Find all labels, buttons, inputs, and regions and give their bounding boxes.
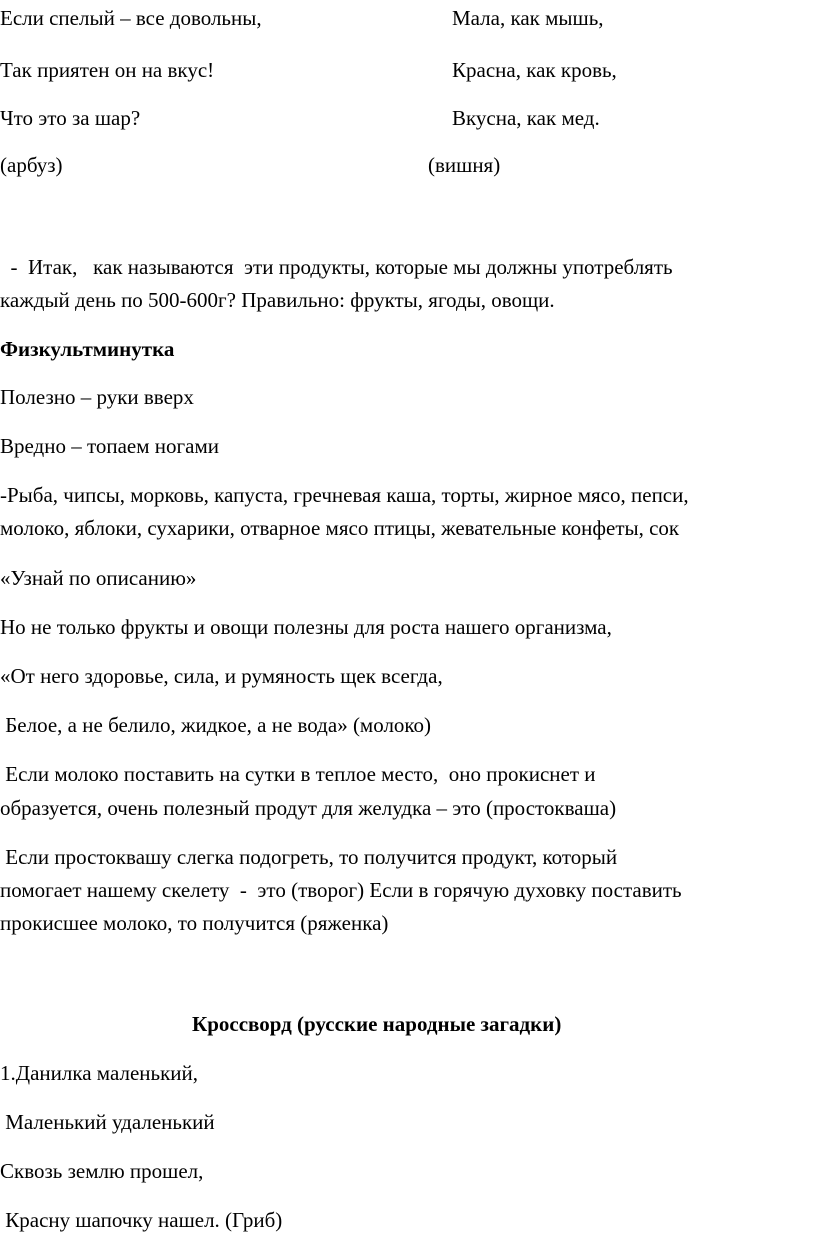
crossword-riddle-line-1: 1.Данилка маленький, bbox=[0, 1061, 199, 1085]
fizminutka-list-line-2: молоко, яблоки, сухарики, отварное мясо птицы, жевательные конфеты, сок bbox=[0, 516, 680, 540]
riddle-right-line-3: Вкусна, как мед. bbox=[452, 106, 600, 130]
riddle-left-line-1: Если спелый – все довольны, bbox=[0, 6, 262, 30]
tvorog-line-1: Если простоквашу слегка подогреть, то получится продукт, который bbox=[0, 845, 618, 869]
question-line-1: - Итак, как называются эти продукты, которые мы должны употреблять bbox=[0, 255, 673, 279]
tvorog-line-3: прокисшее молоко, то получится (ряженка) bbox=[0, 911, 389, 935]
milk-riddle-line-2: Белое, а не белило, жидкое, а не вода» (молоко) bbox=[0, 713, 432, 737]
fizminutka-rule-stomp: Вредно – топаем ногами bbox=[0, 434, 219, 458]
crossword-heading: Кроссворд (русские народные загадки) bbox=[192, 1012, 562, 1036]
question-line-2: каждый день по 500-600г? Правильно: фрукты, ягоды, овощи. bbox=[0, 288, 555, 312]
milk-riddle-line-1: «От него здоровье, сила, и румяность щек всегда, bbox=[0, 664, 443, 688]
riddle-right-answer: (вишня) bbox=[428, 153, 501, 177]
fizminutka-list-line-1: -Рыба, чипсы, морковь, капуста, гречневая каша, торты, жирное мясо, пепси, bbox=[0, 483, 689, 507]
prostokvasha-line-2: образуется, очень полезный продут для желудка – это (простокваша) bbox=[0, 796, 617, 820]
fizminutka-rule-up: Полезно – руки вверх bbox=[0, 385, 194, 409]
riddle-left-answer: (арбуз) bbox=[0, 153, 63, 177]
crossword-riddle-line-3: Сквозь землю прошел, bbox=[0, 1159, 204, 1183]
riddle-left-line-2: Так приятен он на вкус! bbox=[0, 58, 215, 82]
crossword-riddle-line-4: Красну шапочку нашел. (Гриб) bbox=[0, 1208, 283, 1232]
riddle-right-line-2: Красна, как кровь, bbox=[452, 58, 617, 82]
tvorog-line-2: помогает нашему скелету - это (творог) Если в горячую духовку поставить bbox=[0, 878, 682, 902]
description-game-intro: Но не только фрукты и овощи полезны для роста нашего организма, bbox=[0, 615, 612, 639]
fizminutka-heading: Физкультминутка bbox=[0, 337, 175, 361]
description-game-title: «Узнай по описанию» bbox=[0, 566, 197, 590]
prostokvasha-line-1: Если молоко поставить на сутки в теплое место, оно прокиснет и bbox=[0, 762, 596, 786]
crossword-riddle-line-2: Маленький удаленький bbox=[0, 1110, 215, 1134]
riddle-right-line-1: Мала, как мышь, bbox=[452, 6, 604, 30]
riddle-left-line-3: Что это за шар? bbox=[0, 106, 141, 130]
